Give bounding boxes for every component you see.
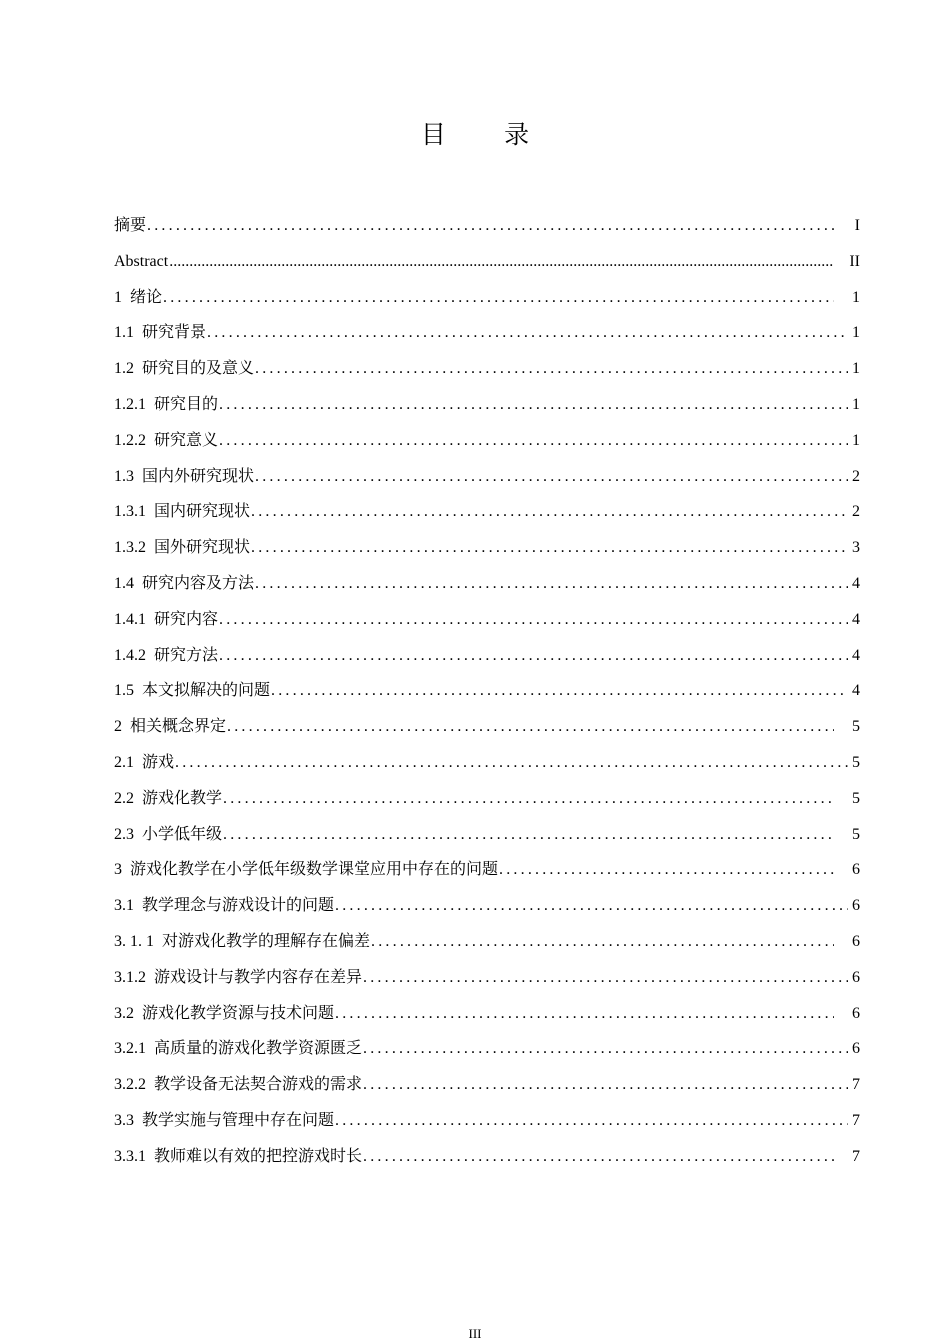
toc-entry-page: 3 [852,539,860,557]
toc-entry-title: 教师难以有效的把控游戏时长 [154,1147,363,1165]
toc-entry-number: 1.4 [114,574,134,592]
toc-entry-number: 1.3.2 [114,539,146,557]
toc-entry-title: 本文拟解决的问题 [142,682,271,700]
toc-leader-dots [255,459,848,495]
toc-entry-title: 研究内容及方法 [142,574,255,592]
toc-entry-number: 1.5 [114,682,134,700]
toc-entry-page: II [849,252,860,270]
toc-entry-page: 5 [852,753,860,771]
toc-title: 目 录 [420,122,556,149]
toc-entry-chapter-3[interactable] [114,852,860,888]
toc-entry-number: 3.2.1 [114,1040,146,1058]
toc-entry-1-4[interactable] [114,566,860,602]
toc-entry-abstract-en[interactable] [114,244,860,280]
toc-entry-number: 1 [114,288,122,306]
toc-entry-title: 研究内容 [154,610,219,628]
toc-entry-2-1[interactable] [114,745,860,781]
toc-leader-dots [363,1067,848,1103]
toc-entry-number: 1.4.1 [114,610,146,628]
toc-leader-dots [219,638,848,674]
toc-entry-title: 游戏化教学 [142,789,223,807]
toc-entry-number: 2.2 [114,789,134,807]
footer-page-number: III [468,1326,482,1341]
toc-leader-dots [335,888,848,924]
toc-entry-page: 5 [852,825,860,843]
toc-leader-dots [219,387,848,423]
toc-entry-title: 高质量的游戏化教学资源匮乏 [154,1040,363,1058]
toc-entry-title: 教学理念与游戏设计的问题 [142,897,335,915]
toc-entry-number: 2 [114,718,122,736]
toc-entry-3-3-1[interactable] [114,1139,860,1175]
toc-entry-page: 7 [852,1076,860,1094]
toc-entry-number: 3. 1. 1 [114,932,154,950]
toc-entry-page: 1 [852,288,860,306]
toc-entry-chapter-1[interactable] [114,280,860,316]
toc-entry-page: 5 [852,718,860,736]
toc-entry-3-2-2[interactable] [114,1067,860,1103]
toc-entry-title: 小学低年级 [142,825,223,843]
toc-entry-number: 3.2.2 [114,1076,146,1094]
toc-entry-number: 1.3 [114,467,134,485]
toc-entry-page: 6 [852,1040,860,1058]
toc-entry-2-3[interactable] [114,817,860,853]
toc-entry-title: 游戏化教学资源与技术问题 [142,1004,335,1022]
toc-entry-number: 3.1 [114,897,134,915]
toc-entry-page: 1 [852,395,860,413]
toc-entry-1-4-1[interactable] [114,602,860,638]
toc-leader-dots [363,1031,848,1067]
toc-entry-title: 相关概念界定 [130,718,227,736]
toc-entry-3-3[interactable] [114,1103,860,1139]
toc-entry-number: 2.3 [114,825,134,843]
toc-entry-title: 国外研究现状 [154,539,251,557]
toc-entry-page: 1 [852,431,860,449]
toc-entry-page: 4 [852,682,860,700]
toc-entry-1-4-2[interactable] [114,638,860,674]
toc-entry-3-2[interactable] [114,996,860,1032]
toc-entry-title: 游戏 [142,753,175,771]
toc-entry-number: 1.2 [114,360,134,378]
toc-entry-number: 3.1.2 [114,968,146,986]
toc-entry-number: 3 [114,861,122,879]
toc-entry-number: 3.2 [114,1004,134,1022]
toc-leader-dots [255,351,848,387]
toc-entry-title: 对游戏化教学的理解存在偏差 [162,932,371,950]
toc-entry-page: 7 [852,1147,860,1165]
toc-entry-title: 研究目的 [154,395,219,413]
toc-leader-dots [169,244,834,280]
toc-entry-chapter-2[interactable] [114,709,860,745]
toc-entry-title: 教学实施与管理中存在问题 [142,1111,335,1129]
toc-entry-1-2-2[interactable] [114,423,860,459]
toc-entry-title: 研究方法 [154,646,219,664]
toc-leader-dots [219,602,848,638]
toc-entry-title: 游戏化教学在小学低年级数学课堂应用中存在的问题 [130,861,499,879]
toc-entry-page: 6 [852,861,860,879]
toc-leader-dots [271,673,848,709]
toc-leader-dots [335,1103,848,1139]
toc-leader-dots [499,852,834,888]
table-of-contents [114,208,860,1175]
toc-leader-dots [163,280,834,316]
toc-leader-dots [255,566,848,602]
toc-entry-2-2[interactable] [114,781,860,817]
toc-entry-number: 3.3 [114,1111,134,1129]
toc-entry-page: 4 [852,610,860,628]
toc-entry-page: 6 [852,897,860,915]
toc-leader-dots [227,709,834,745]
toc-entry-3-1-1[interactable] [114,924,860,960]
toc-entry-page: 4 [852,574,860,592]
toc-entry-1-2-1[interactable] [114,387,860,423]
toc-leader-dots [363,960,848,996]
toc-leader-dots [175,745,848,781]
toc-entry-1-3[interactable] [114,459,860,495]
toc-entry-title: Abstract [114,252,169,270]
toc-entry-page: I [854,217,860,234]
toc-entry-page: 6 [852,1004,860,1022]
toc-leader-dots [251,494,848,530]
toc-entry-title: 研究意义 [154,431,219,449]
toc-entry-title: 国内外研究现状 [142,467,255,485]
toc-entry-3-1-2[interactable] [114,960,860,996]
toc-entry-page: 1 [852,324,860,342]
toc-entry-title: 教学设备无法契合游戏的需求 [154,1076,363,1094]
toc-entry-page: 4 [852,646,860,664]
toc-entry-page: 2 [852,503,860,521]
toc-entry-page: 1 [852,360,860,378]
toc-leader-dots [371,924,834,960]
toc-leader-dots [223,817,834,853]
toc-leader-dots [207,315,848,351]
toc-entry-number: 3.3.1 [114,1147,146,1165]
toc-entry-page: 5 [852,789,860,807]
toc-entry-page: 6 [852,968,860,986]
toc-entry-page: 2 [852,467,860,485]
toc-entry-3-2-1[interactable] [114,1031,860,1067]
toc-entry-number: 2.1 [114,753,134,771]
toc-leader-dots [251,530,848,566]
toc-leader-dots [147,208,834,244]
toc-leader-dots [223,781,834,817]
toc-entry-title: 研究目的及意义 [142,360,255,378]
toc-entry-1-3-2[interactable] [114,530,860,566]
toc-entry-title: 绪论 [130,288,163,306]
toc-entry-1-3-1[interactable] [114,494,860,530]
toc-entry-title: 摘要 [114,217,147,234]
toc-entry-number: 1.2.2 [114,431,146,449]
toc-entry-1-2[interactable] [114,351,860,387]
toc-entry-page: 7 [852,1111,860,1129]
toc-entry-1-1[interactable] [114,315,860,351]
toc-entry-number: 1.2.1 [114,395,146,413]
toc-leader-dots [219,423,848,459]
toc-entry-abstract-cn[interactable] [114,208,860,244]
toc-entry-title: 游戏设计与教学内容存在差异 [154,968,363,986]
toc-entry-page: 6 [852,932,860,950]
toc-entry-1-5[interactable] [114,673,860,709]
toc-entry-number: 1.3.1 [114,503,146,521]
toc-leader-dots [363,1139,834,1175]
toc-entry-3-1[interactable] [114,888,860,924]
toc-entry-number: 1.1 [114,324,134,342]
toc-leader-dots [335,996,834,1032]
toc-entry-number: 1.4.2 [114,646,146,664]
toc-entry-title: 研究背景 [142,324,207,342]
toc-entry-title: 国内研究现状 [154,503,251,521]
